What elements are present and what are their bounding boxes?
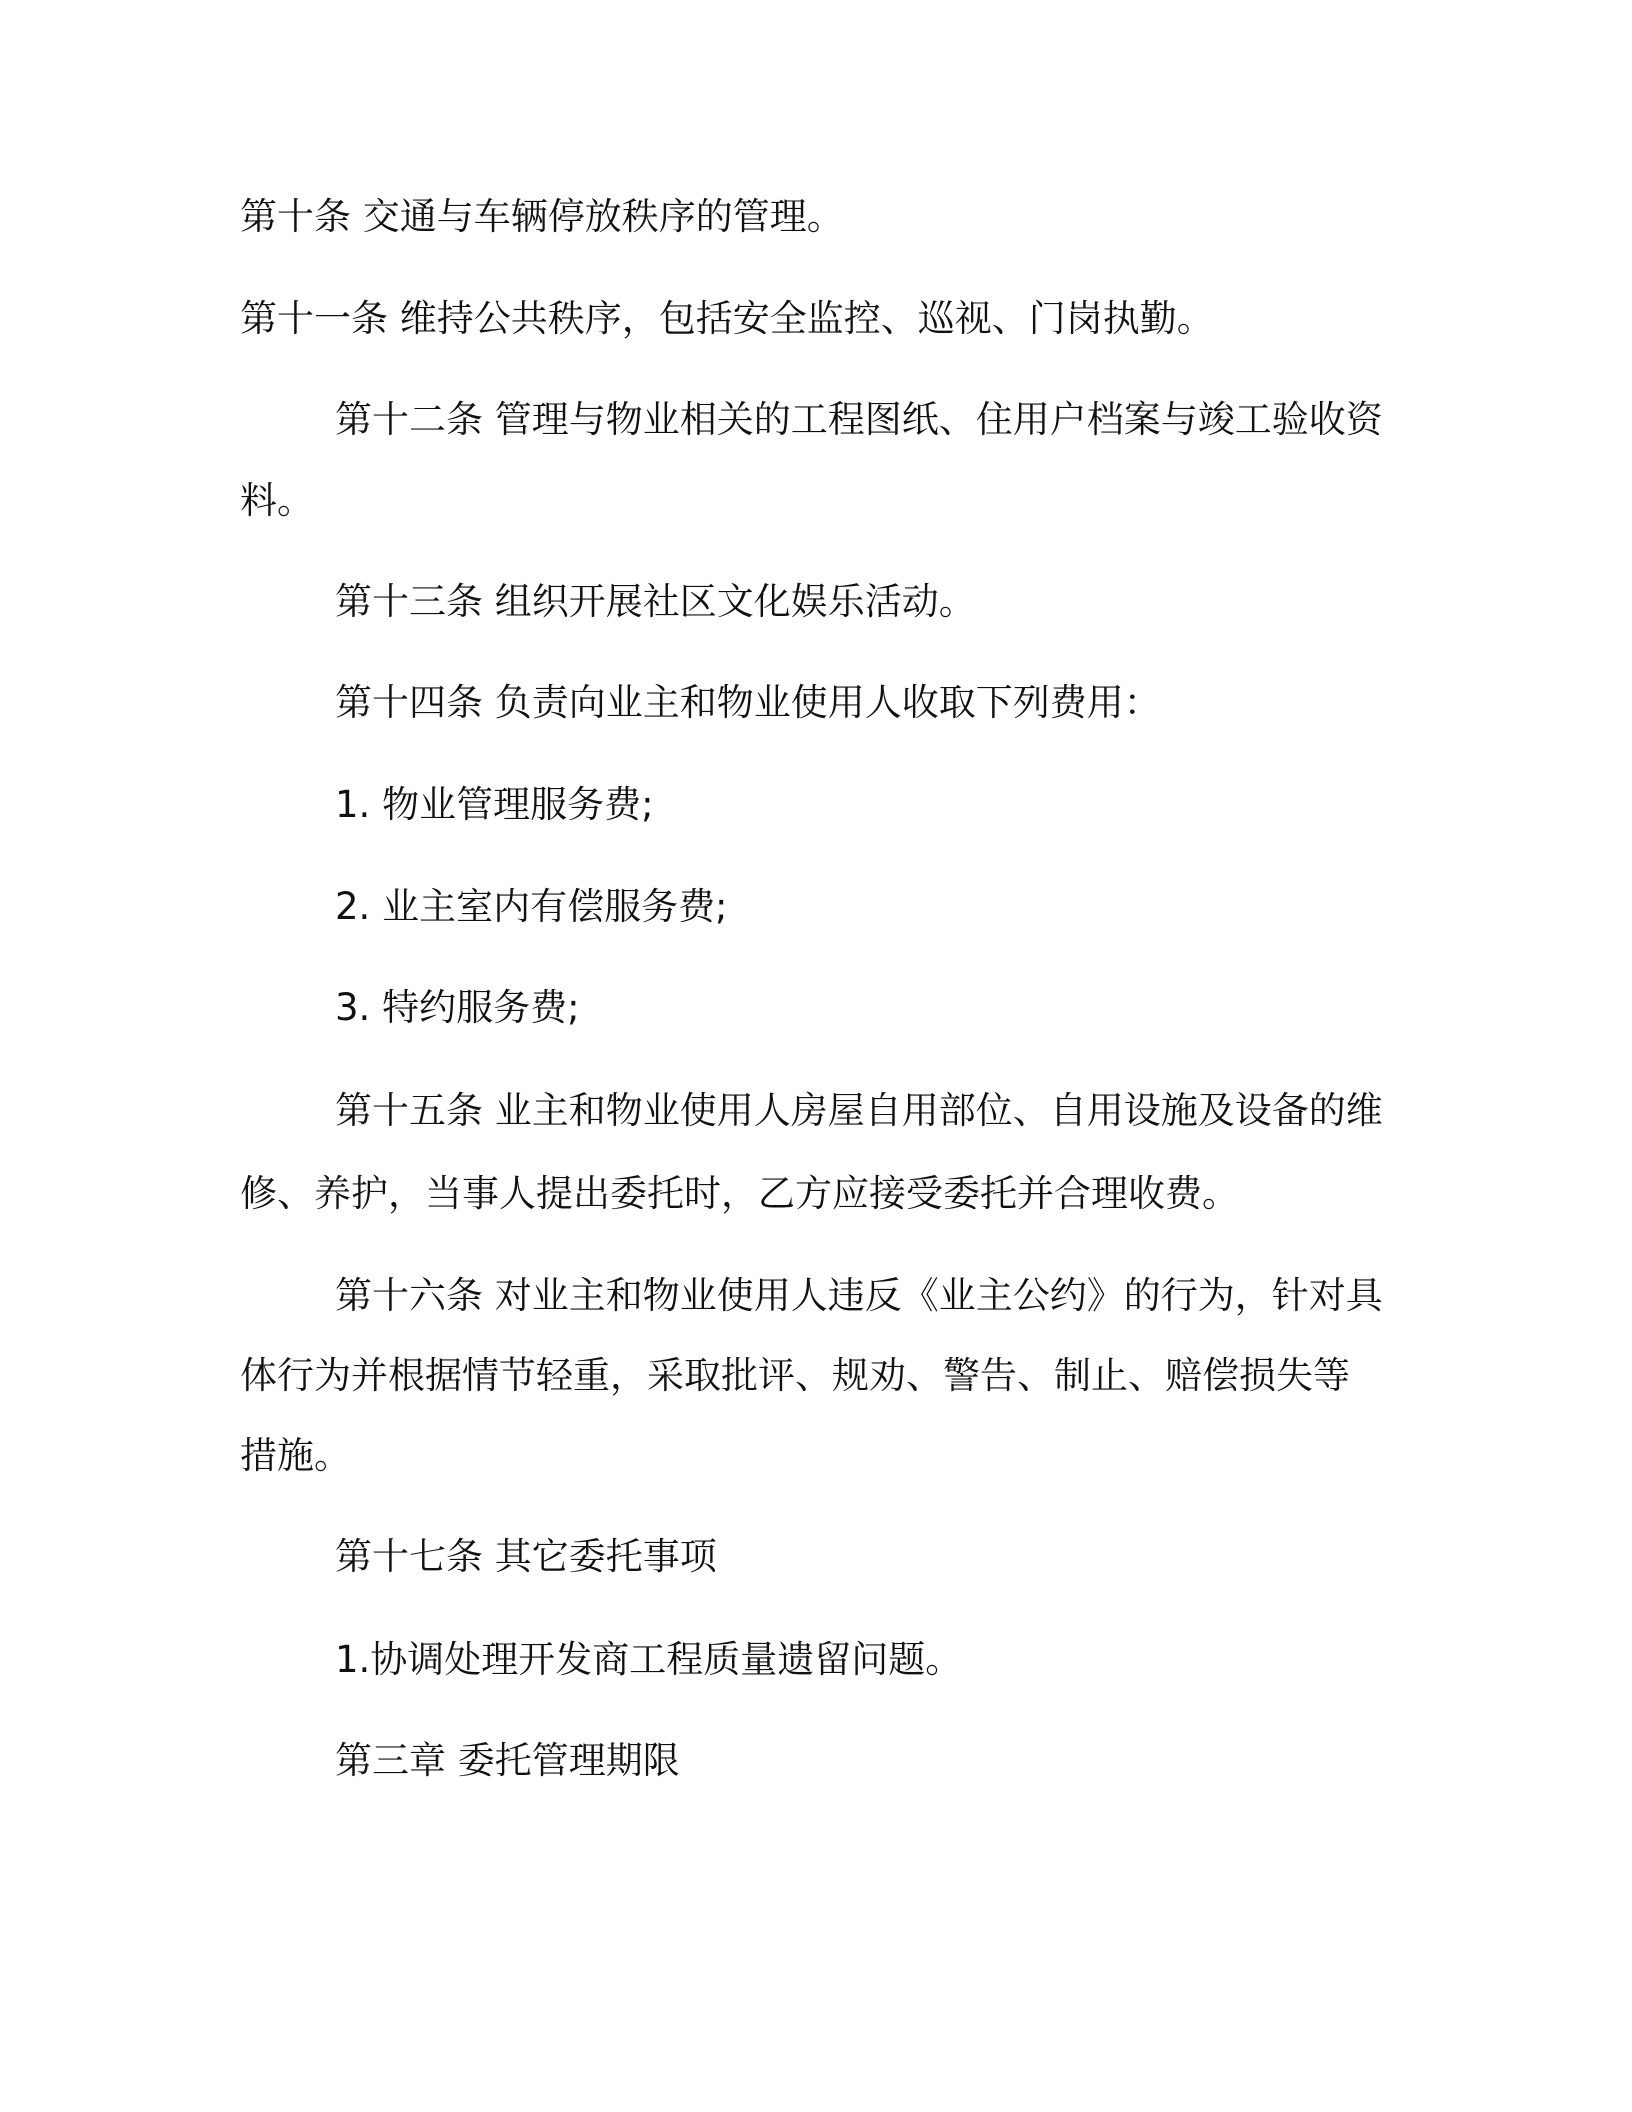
paragraph-line: 第十二条 管理与物业相关的工程图纸、住用户档案与竣工验收资 <box>335 398 1383 441</box>
article-17 <box>335 1535 1475 1578</box>
paragraph-line: 第十三条 组织开展社区文化娱乐活动。 <box>335 580 976 623</box>
list-item-1 <box>335 783 1475 826</box>
paragraph-line: 体行为并根据情节轻重，采取批评、规劝、警告、制止、赔偿损失等 <box>240 1354 1350 1397</box>
paragraph-line: 3. 特约服务费; <box>335 986 580 1029</box>
list-item-3 <box>335 986 1475 1029</box>
article-13 <box>335 580 1475 623</box>
paragraph-line: 1.协调处理开发商工程质量遗留问题。 <box>335 1638 963 1681</box>
paragraph-line: 第十四条 负责向业主和物业使用人收取下列费用： <box>335 681 1161 724</box>
article-14 <box>335 681 1475 724</box>
paragraph-line: 措施。 <box>240 1434 351 1477</box>
paragraph-line: 修、养护，当事人提出委托时，乙方应接受委托并合理收费。 <box>240 1172 1239 1215</box>
paragraph-line: 第十七条 其它委托事项 <box>335 1535 717 1578</box>
paragraph-line: 第十六条 对业主和物业使用人违反《业主公约》的行为，针对具 <box>335 1274 1383 1317</box>
paragraph-line: 第十一条 维持公共秩序，包括安全监控、巡视、门岗执勤。 <box>240 297 1214 340</box>
article-11 <box>240 297 1380 340</box>
article-10 <box>240 195 1380 238</box>
article-17-item-1 <box>335 1638 1475 1681</box>
paragraph-line: 第十五条 业主和物业使用人房屋自用部位、自用设施及设备的维 <box>335 1089 1383 1132</box>
paragraph-line: 第十条 交通与车辆停放秩序的管理。 <box>240 195 844 238</box>
paragraph-line: 1. 物业管理服务费; <box>335 783 654 826</box>
list-item-2 <box>335 885 1475 928</box>
chapter-3-heading <box>335 1739 1475 1782</box>
paragraph-line: 料。 <box>240 479 314 522</box>
paragraph-line: 第三章 委托管理期限 <box>335 1739 680 1782</box>
paragraph-line: 2. 业主室内有偿服务费; <box>335 885 728 928</box>
